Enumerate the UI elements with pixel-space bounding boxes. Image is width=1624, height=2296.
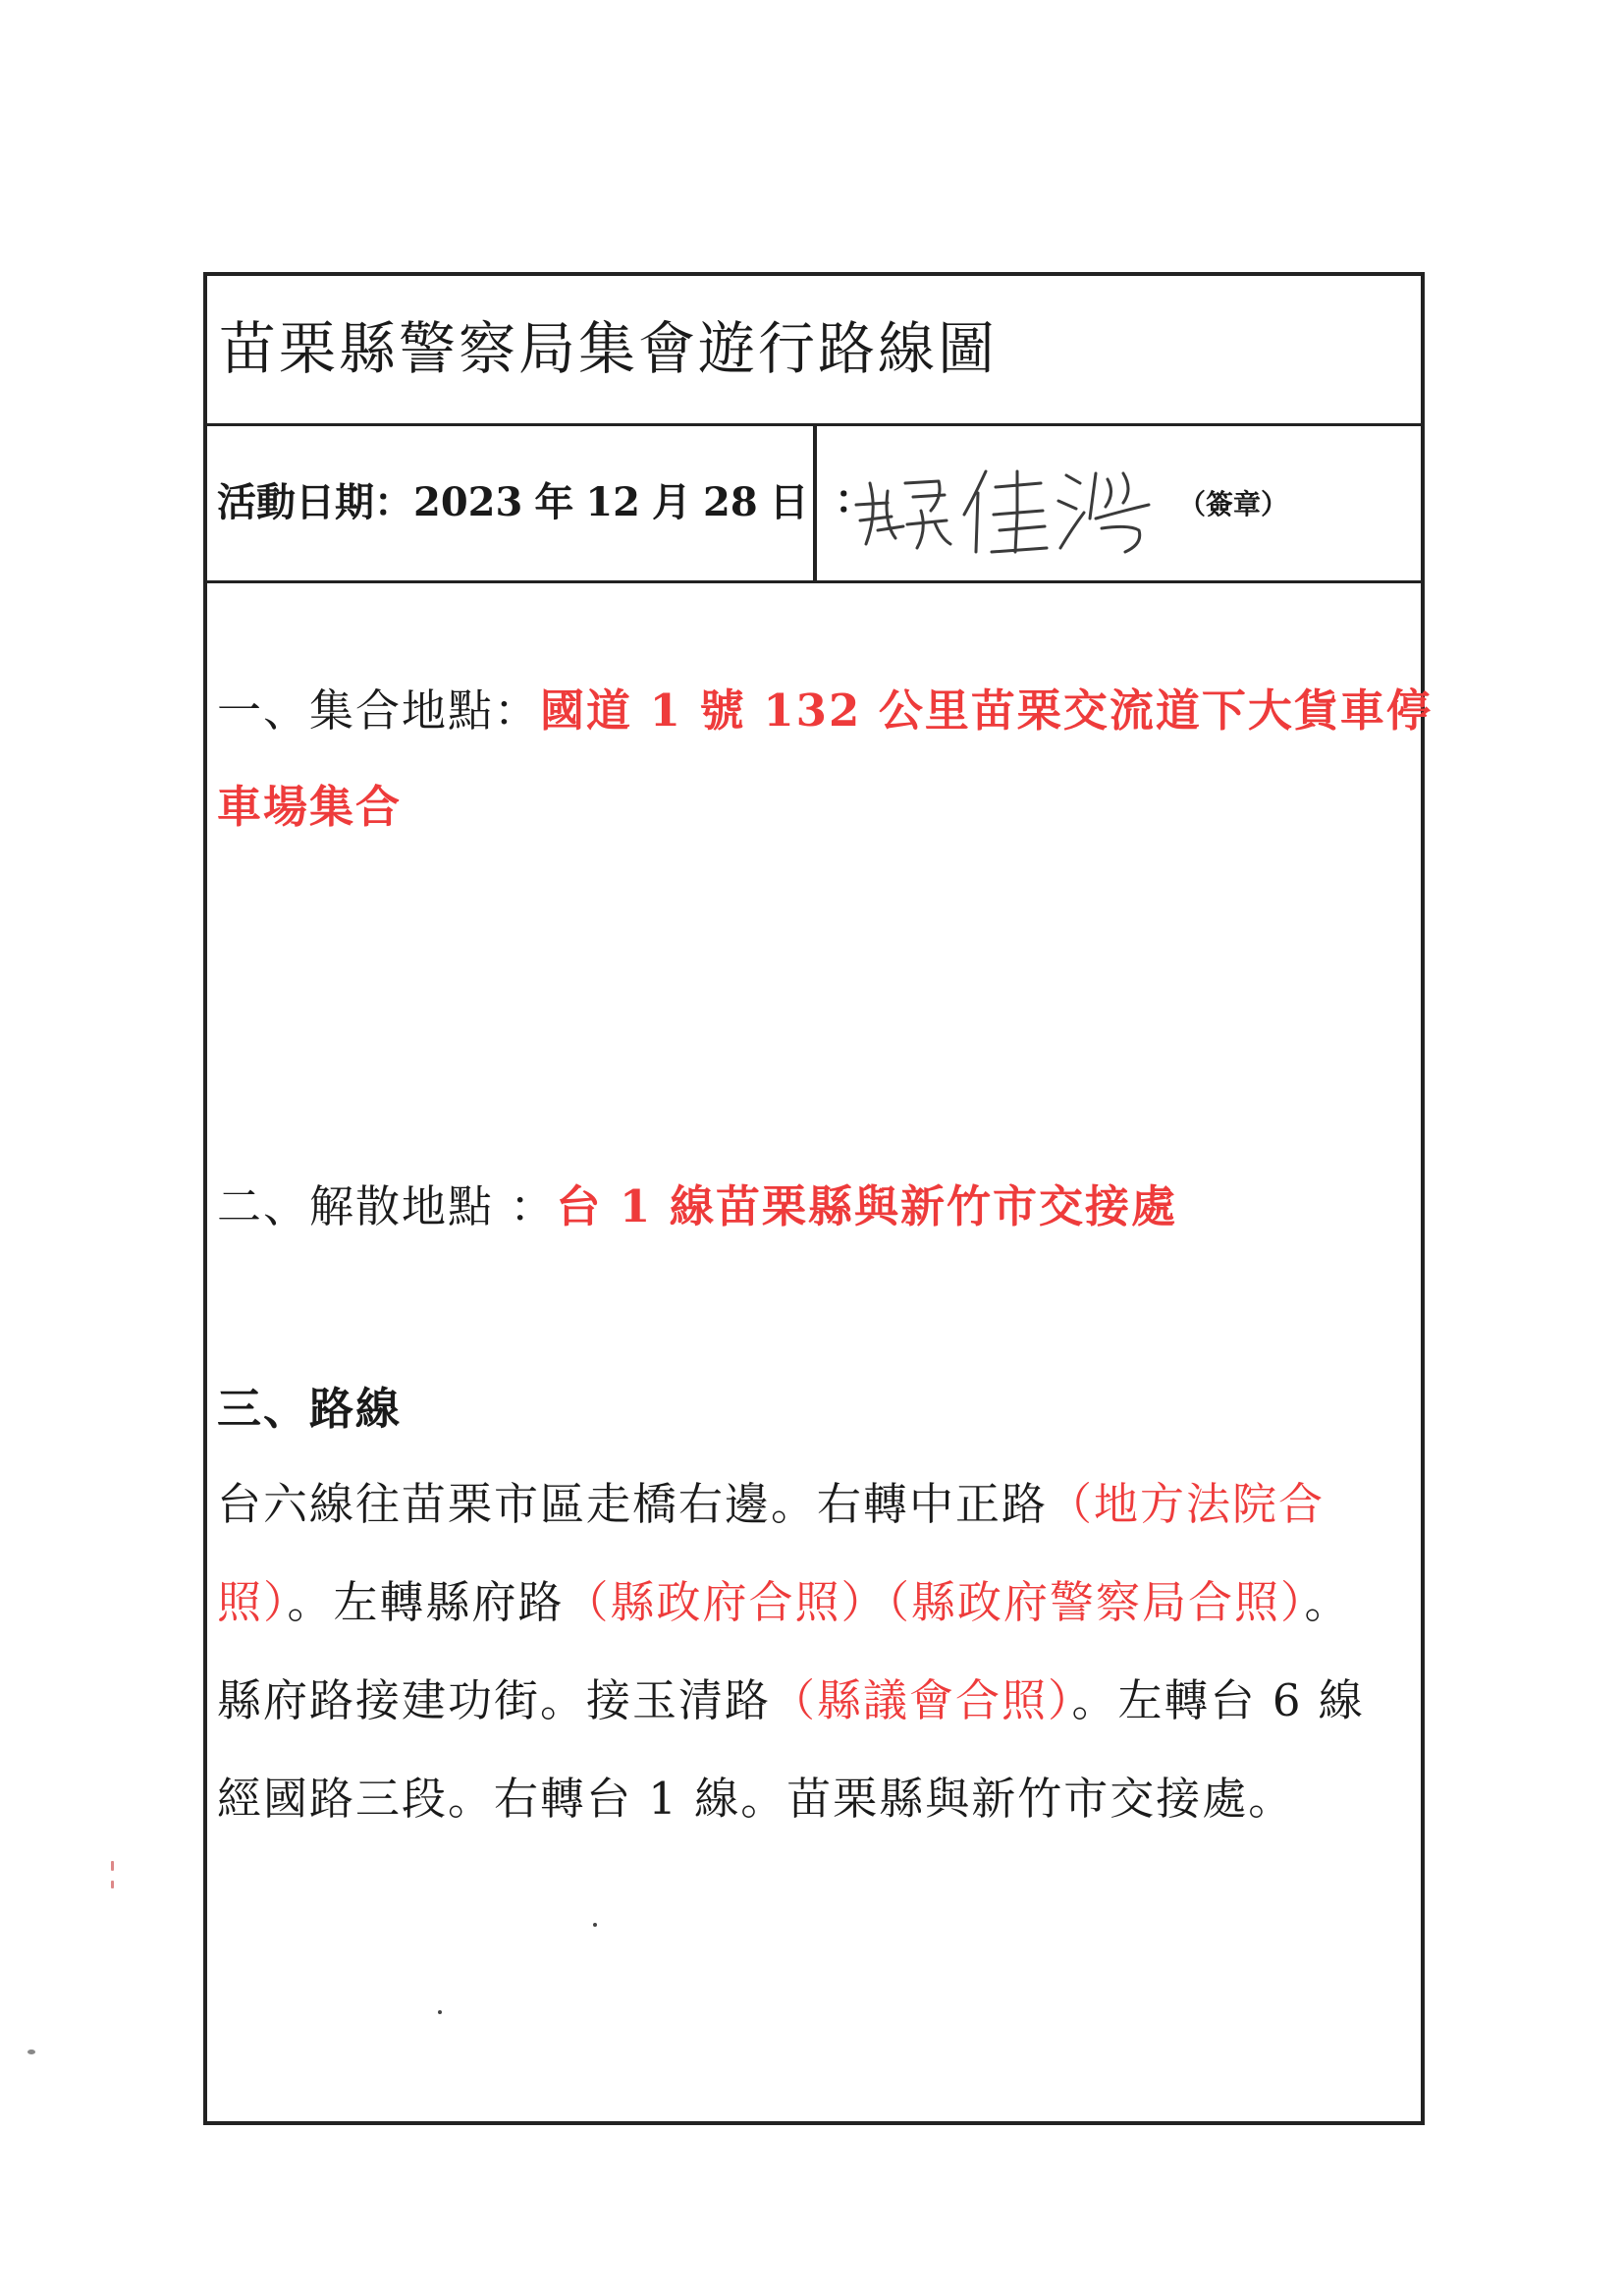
route-line-3	[217, 1674, 1365, 1726]
route-line-3-highlight: （縣議會合照）	[771, 1674, 1072, 1726]
route-line-4: 經國路三段。右轉台 1 線。苗栗縣與新竹市交接處。	[217, 1773, 1295, 1825]
assembly-line-2	[217, 781, 403, 833]
assembly-value-1: 國道 1 號 132 公里苗栗交流道下大貨車停	[540, 684, 1433, 737]
title-row	[207, 276, 1421, 426]
dispersal-value: 台 1 線苗栗縣與新竹市交接處	[556, 1180, 1177, 1232]
route-line-2-highlight-a: 照）	[217, 1576, 288, 1628]
route-label: 三、路線	[217, 1383, 403, 1435]
route-line-2	[217, 1576, 1351, 1628]
assembly-value-2: 車場集合	[217, 781, 403, 833]
dispersal-label: 二、解散地點 ：	[217, 1180, 557, 1232]
assembly-line-1	[217, 684, 1433, 737]
date-year-unit: 年	[534, 479, 574, 525]
scan-speck	[593, 1923, 597, 1927]
route-line-2-highlight-b: （縣政府合照）（縣政府警察局合照）	[564, 1576, 1305, 1628]
handwritten-signature	[848, 454, 1172, 557]
date-cell	[207, 426, 817, 580]
date-year: 2023	[413, 479, 523, 525]
route-line-2-text: 。左轉縣府路	[287, 1576, 565, 1628]
route-line-3-text: 縣府路接建功街。接玉清路	[217, 1674, 772, 1726]
route-line-3-end: 。左轉台 6 線	[1071, 1674, 1365, 1726]
route-line-1	[217, 1478, 1326, 1530]
date-month-unit: 月	[652, 479, 691, 525]
route-line-1-highlight: （地方法院合	[1048, 1478, 1326, 1530]
dispersal-line	[217, 1180, 1177, 1232]
signature-cell	[817, 426, 1422, 580]
signature-colon: ：	[835, 476, 874, 522]
activity-date	[217, 479, 809, 525]
route-form	[203, 272, 1433, 2125]
date-label: 活動日期：	[217, 479, 413, 525]
stamp-label: （簽章）	[1178, 488, 1289, 520]
scan-speck	[438, 2010, 442, 2014]
route-line-2-end: 。	[1304, 1576, 1351, 1628]
scan-speck	[111, 1861, 114, 1871]
date-day: 28	[703, 479, 758, 525]
form-title: 苗栗縣警察局集會遊行路線圖	[219, 315, 999, 382]
route-line-1-text: 台六線往苗栗市區走橋右邊。右轉中正路	[217, 1478, 1049, 1530]
scan-speck	[111, 1881, 114, 1888]
scan-speck	[27, 2050, 35, 2054]
info-row	[207, 426, 1421, 583]
date-month: 12	[585, 479, 640, 525]
assembly-label: 一、集合地點：	[217, 684, 541, 737]
date-day-unit: 日	[769, 479, 809, 525]
